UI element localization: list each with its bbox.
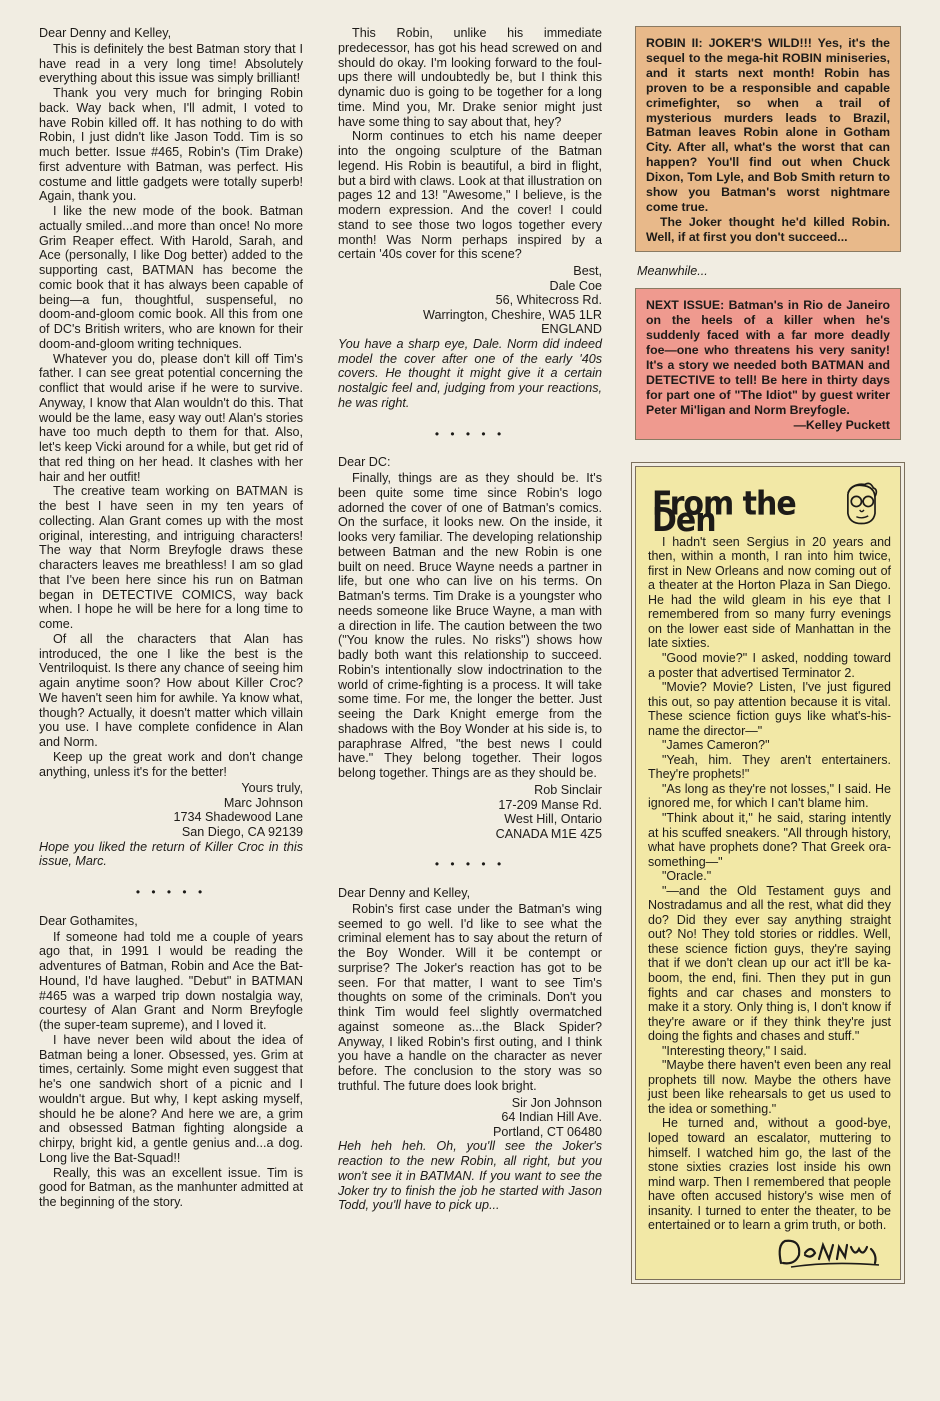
letter-gothamites — [39, 914, 303, 1210]
signature-line: Rob Sinclair — [534, 782, 602, 797]
letter-salutation: Dear DC: — [338, 455, 391, 470]
editor-response: Heh heh heh. Oh, you'll see the Joker's reaction to the new Robin, all right, but you won't see it in BATMAN. If you want to see the Joker try to finish the job he started with Jason Todd, you'll have to pick up... — [338, 1139, 602, 1213]
promo-text-tagline: The Joker thought he'd killed Robin. Well, if at first you don't succeed... — [646, 214, 890, 244]
den-paragraph: "Movie? Movie? Listen, I've just figured this out, so pay attention because it is vital. These science fiction guys like what's-his-name the director—" — [648, 680, 891, 738]
meanwhile-caption: Meanwhile... — [637, 263, 708, 278]
signature-line: Best, — [573, 264, 602, 278]
separator: • • • • • — [135, 885, 207, 900]
letter-paragraph: Robin's first case under the Batman's wing seemed to go well. I'd like to see what the criminal element has to say about the return of the Boy Wonder. Will it be contempt or surprise? The Joker's reaction has got to be seen. For that matter, I want to see Tim's thoughts on some of the criminals. Don't you think Tim would feel slightly overmatched against someone as...the Black Spider? Anyway, I liked Robin's first outing, and I think you have a handle on the character as never before. The conclusion to the story was so truthful. The future does look bright. — [338, 901, 602, 1093]
sidebar-column — [635, 26, 901, 1280]
signature-line: 64 Indian Hill Ave. — [501, 1110, 602, 1125]
promo-text: ROBIN II: JOKER'S WILD!!! Yes, it's the sequel to the mega-hit ROBIN miniseries, and it starts next month! Robin has proven to be a responsible and capable crimefighter, so when a trail of mysterious murders leads to Brazil, Batman leaves Robin alone in Gotham City. After all, what's the worst that can happen? You'll find out when Chuck Dixon, Tom Lyle, and Bob Smith return to show you Batman's worst nightmare come true. — [646, 36, 890, 214]
letter-paragraph: Really, this was an excellent issue. Tim is good for Batman, as the manhunter admitted at the beginning of the story. — [39, 1165, 303, 1210]
den-header — [648, 477, 891, 539]
den-paragraph: "—and the Old Testament guys and Nostradamus and all the rest, what did they do? Did they ever say anything straight out? No! They told stories or riddles. Well, these science fiction guys, they're saying that if we don't clean up our act it'll be ka-boom, the end, fini. Then they put in gun fights and car chases and monsters to make it a story. Only thing is, I don't know if they're aware or if they think they're just doing the fights and chases and stuff." — [648, 883, 891, 1044]
letter-paragraph: Keep up the great work and don't change anything, unless it's for the better! — [39, 749, 303, 779]
signature-line: CANADA M1E 4Z5 — [495, 826, 602, 841]
letter-paragraph: I like the new mode of the book. Batman actually smiled...and more than once! No more Grim Reaper effect. With Harold, Sarah, and Ace (personally, I like Dog better) added to the supporting cast, BATMAN has become the comic book that it has always been capable of being—a fun, thoughtful, suspenseful, no doom-and-gloom comic book. All this from one of DC's British writers, who are known for their doom-and-gloom writing techniques. — [39, 204, 303, 351]
signature-line: West Hill, Ontario — [504, 812, 602, 827]
next-issue-byline: —Kelley Puckett — [793, 417, 890, 432]
letter-salutation: Dear Denny and Kelley, — [39, 26, 172, 40]
cartoon-face-icon — [836, 477, 885, 531]
next-issue-box — [635, 288, 901, 439]
signature-line: Portland, CT 06480 — [493, 1124, 602, 1139]
signature-line: ENGLAND — [541, 322, 602, 337]
signature-line: Sir Jon Johnson — [511, 1095, 602, 1110]
signature-line: 17-209 Manse Rd. — [498, 797, 602, 812]
promo-robin-ii-box — [635, 26, 901, 252]
letter-paragraph: Norm continues to etch his name deeper into the ongoing sculpture of the Batman legend. His Robin is beautiful, a bird in flight, but a bird with claws. Look at that illustration on pages 12 and 13! "Awesome," I believe, is the modern expression. And the cover! I could stand to see those two logos together every month! Was Norm perhaps inspired by a certain '40s cover for this scene? — [338, 129, 602, 262]
letter-jon-johnson — [338, 886, 602, 1213]
den-paragraph: "Oracle." — [662, 869, 712, 884]
den-paragraph: "James Cameron?" — [662, 738, 770, 753]
den-paragraph: "Good movie?" I asked, nodding toward a poster that advertised Terminator 2. — [648, 650, 891, 680]
den-paragraph: "Yeah, him. They aren't entertainers. They're prophets!" — [648, 752, 891, 782]
letter-paragraph: I have never been wild about the idea of Batman being a loner. Obsessed, yes. Grim at times, certainly. Some might even suggest that he's one sandwich short of a picnic and I wouldn't argue. But why, I kept asking myself, should he be alone? And here we are, a grim and obsessed Batman fighting alongside a chirpy, bright kid, a gentle genius and...a dog. Long live the Bat-Squad!! — [39, 1032, 303, 1165]
den-paragraph: I hadn't seen Sergius in 20 years and then, within a month, I ran into him twice, first in New Orleans and now coming out of a theater at the Horton Plaza in San Diego. He had the wild gleam in his eye that I remembered from so many furry evenings on the lower east side of Manhattan in the late sixties. — [648, 534, 891, 651]
den-paragraph: "Interesting theory," I said. — [662, 1043, 807, 1058]
den-title: From the Den — [652, 484, 796, 539]
from-the-den-box — [635, 466, 901, 1280]
letter-paragraph: This is definitely the best Batman story that I have read in a very long time! Absolutely everything about this issue was simply brilliant! — [39, 41, 303, 86]
signature-line: 56, Whitecross Rd. — [495, 293, 602, 308]
letter-marc-johnson — [39, 26, 303, 869]
next-issue-text: NEXT ISSUE: Batman's in Rio de Janeiro on the heels of a killer when he's suddenly faced with a far more deadly foe—one who threatens his very sanity! It's a story we needed both BATMAN and DETECTIVE to tell! Be here in thirty days for part one of "The Idiot" by guest writer Peter Mi'ligan and Norm Breyfogle. — [646, 298, 890, 417]
separator: • • • • • — [434, 426, 506, 441]
denny-signature — [648, 1235, 891, 1269]
signature-line: Marc Johnson — [223, 795, 303, 810]
letter-paragraph: If someone had told me a couple of years ago that, in 1991 I would be reading the adventures of Batman, Robin and Ace the Bat-Hound, I'd have laughed. "Debut" in BATMAN #465 was a warped trip down nostalgia way, courtesy of Alan Grant and Norm Breyfogle (the super-team supreme), and I loved it. — [39, 929, 303, 1033]
signature-line: Dale Coe — [549, 278, 602, 293]
signature-line: Yours truly, — [241, 781, 303, 796]
signature-line: San Diego, CA 92139 — [181, 825, 303, 840]
letters-column-2 — [338, 26, 602, 1213]
letter-paragraph: Finally, things are as they should be. It's been quite some time since Robin's logo adorned the cover of one of Batman's comics. On the surface, it looks new. On the inside, it looks very familiar. The developing relationship between Batman and the new Robin is one built on need. Bruce Wayne needs a partner in life, but one who can live on his terms. On Batman's terms. Tim Drake is a youngster who needs someone like Bruce Wayne, a man with a direction in life. The caution between the two ("You know the rules. No risks") shows how badly both want this relationship to succeed. Robin's intentionally slow indoctrination to the world of crime-fighting is a process. It will take some time. For me, the longer the better. Just seeing the Dark Knight emerge from the shadows with the Boy Wonder at his side is, to paraphrase Alfred, "the best news I could have." They belong together. Their logos belong together. Things are as they should be. — [338, 471, 602, 781]
letter-paragraph: Of all the characters that Alan has introduced, the one I like the best is the Ventriloquist. Is there any chance of seeing him again anytime soon? How about Killer Croc? We haven't seen him for awhile. Ya know what, though? Actually, it doesn't matter which villain you use. I have complete confidence in Alan and Norm. — [39, 631, 303, 749]
letter-salutation: Dear Gothamites, — [39, 913, 138, 928]
signature-line: Warrington, Cheshire, WA5 1LR — [423, 307, 602, 322]
letter-paragraph: Thank you very much for bringing Robin back. Way back when, I'll admit, I voted to have Robin killed off. It has nothing to do with Robin, I just didn't like Jason Todd. Tim is so much better. Issue #465, Robin's (Tim Drake) first adventure with Batman, was perfect. His costume and little gadgets were totally superb! Again, thank you. — [39, 86, 303, 204]
signature-line: 1734 Shadewood Lane — [173, 810, 303, 825]
den-paragraph: "As long as they're not losses," I said. He ignored me, for which I can't blame him. — [648, 781, 891, 811]
letter-salutation: Dear Denny and Kelley, — [338, 886, 471, 901]
den-paragraph: "Think about it," he said, staring intently at his scuffed sneakers. "All through history, what have prophets done? That Greek ora-something—" — [648, 810, 891, 869]
letter-paragraph: Whatever you do, please don't kill off Tim's father. I can see great potential concerning the conflict that would arise if he were to survive. Anyway, I know that Alan wouldn't do this. That would be the lame, easy way out! Alan's stories have too much depth to them for that. Also, let's keep Vicki around for a while, but get rid of that red thing on her head. It clashes with her hair and her outfit! — [39, 351, 303, 484]
letter-dale-coe — [338, 26, 602, 411]
editor-response: You have a sharp eye, Dale. Norm did indeed model the cover after one of the early '40s covers. He thought it might give it a certain nostalgic feel and, judging from your reactions, he was right. — [338, 336, 602, 410]
letter-paragraph: This Robin, unlike his immediate predecessor, has got his head screwed on and should do okay. I'm looking forward to the foul-ups there will undoubtedly be, but I think this dynamic duo is going to be together for a long time. Mind you, Mr. Drake senior might just have some thing to say about that, hey? — [338, 26, 602, 129]
editor-response: Hope you liked the return of Killer Croc in this issue, Marc. — [39, 839, 303, 869]
letters-column-1 — [39, 26, 303, 1210]
separator: • • • • • — [434, 857, 506, 872]
den-paragraph: He turned and, without a good-bye, loped toward an escalator, muttering to himself. I watched him go, the last of the stone sixties crazies lost inside his own mind warp. Then I remembered that people have often accused history's wise men of insanity. I turned to enter the theater, to be entertained or to learn a grim truth, or both. — [648, 1116, 891, 1233]
den-paragraph: "Maybe there haven't even been any real prophets till now. Maybe the others have just been like rehearsals to get us used to the idea or something." — [648, 1058, 891, 1116]
letter-rob-sinclair — [338, 455, 602, 841]
letter-paragraph: The creative team working on BATMAN is the best I have seen in my ten years of collecting. Alan Grant comes up with the most original, interesting, and intriguing characters! The way that Norm Breyfogle draws these characters leaves me breathless! I am so glad that I've been here since his run on Batman began in DETECTIVE COMICS, way back when. I hope he will be here for a long time to come. — [39, 484, 303, 631]
signature-scribble-icon — [771, 1235, 891, 1269]
